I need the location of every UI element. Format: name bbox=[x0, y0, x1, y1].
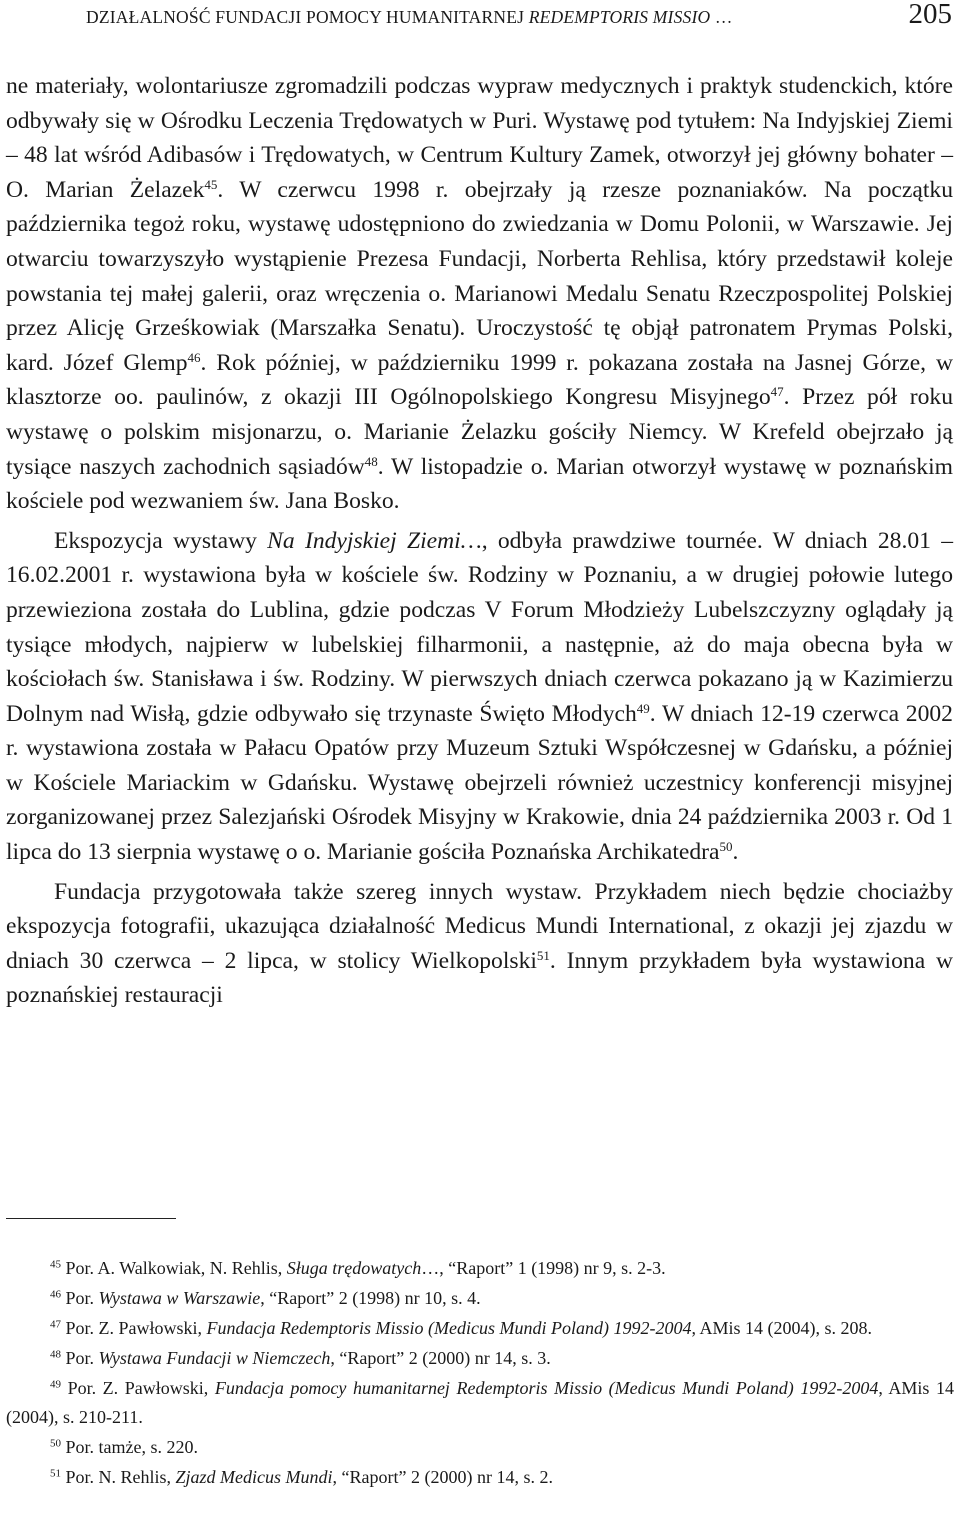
footnote-separator bbox=[6, 1218, 176, 1219]
body-text bbox=[6, 69, 953, 1013]
running-title bbox=[86, 3, 733, 28]
paragraph-2: Ekspozycja wystawy Na Indyjskiej Ziemi…, odbyła prawdziwe tournée. W dniach 28.01 – 16.02.2001 r. wystawiona była w kościele św. Rodziny w Poznaniu, a w drugiej połowie lutego przewieziona została do Lublina, gdzie podczas V Forum Młodzieży Lubelszczyzny oglądały ją tysiące młodych, najpierw w lubelskiej filharmonii, a następnie, aż do maja obecna była w kościołach św. Stanisława i św. Rodziny. W pierwszych dniach czerwca pokazano ją w Kazimierzu Dolnym nad Wisłą, gdzie odbywało się trzynaste Święto Młodych$^{49}$. W dniach 12-19 czerwca 2002 r. wystawiona została w Pałacu Opatów przy Muzeum Sztuki Współczesnej w Gdańsku, a później w Kościele Mariackim w Gdańsku. Wystawę obejrzeli również uczestnicy konferencji misyjnej zorganizowanej przez Salezjański Ośrodek Misyjny w Krakowie, dnia 24 października 2003 r. Od 1 lipca do 13 sierpnia wystawę o o. Marianie gościła Poznańska Archikatedra$^{50}$. bbox=[6, 527, 953, 866]
footnote-47: $^{47}$ Por. Z. Pawłowski, Fundacja Redemptoris Missio (Medicus Mundi Poland) 1992-2004, AMis 14 (2004), s. 208. bbox=[50, 1318, 872, 1338]
footnote-51: $^{51}$ Por. N. Rehlis, Zjazd Medicus Mundi, “Raport” 2 (2000) nr 14, s. 2. bbox=[50, 1467, 553, 1487]
running-title-text: DZIAŁALNOŚĆ FUNDACJI POMOCY HUMANITARNEJ bbox=[86, 7, 525, 27]
footnote-ref-48[interactable]: 48 bbox=[364, 453, 378, 469]
running-header bbox=[86, 0, 952, 34]
paragraph-3: Fundacja przygotowała także szereg innych wystaw. Przykładem niech będzie chociażby ekspozycja fotografii, ukazująca działalność Medicus Mundi International, z okazji jej zjazdu w dniach 30 czerwca – 2 lipca, w stolicy Wielkopolski$^{51}$. Innym przykładem była wystawiona w poznańskiej restauracji bbox=[6, 878, 953, 1009]
footnote-ref-50[interactable]: 50 bbox=[719, 839, 733, 855]
footnote-ref-46[interactable]: 46 bbox=[187, 349, 201, 365]
paragraph-1: ne materiały, wolontariusze zgromadzili podczas wypraw medycznych i praktyk studenckich, które odbywały się w Ośrodku Leczenia Trędowatych w Puri. Wystawę pod tytułem: Na Indyjskiej Ziemi – 48 lat wśród Adibasów i Trędowatych, w Centrum Kultury Zamek, otworzył jej główny bohater – O. Marian Żelazek$^{45}$. W czerwcu 1998 r. obejrzały ją rzesze poznaniaków. Na początku października tegoż roku, wystawę udostępniono do zwiedzania w Domu Polonii, w Warszawie. Jej otwarciu towarzyszyło wystąpienie Prezesa Fundacji, Norberta Rehlisa, który przedstawił koleje powstania tej małej galerii, oraz wręczenia o. Marianowi Medalu Senatu Rzeczpospolitej Polskiej przez Alicję Grześkowiak (Marszałka Senatu). Uroczystość tę objął patronatem Prymas Polski, kard. Józef Glemp$^{46}$. Rok później, w październiku 1999 r. pokazana została na Jasnej Górze, w klasztorze oo. paulinów, z okazji III Ogólnopolskiego Kongresu Misyjnego$^{47}$. Przez pół roku wystawę o polskim misjonarzu, o. Marianie Żelazku gościły Niemcy. W Krefeld obejrzało ją tysiące naszych zachodnich sąsiadów$^{48}$. W listopadzie o. Marian otworzył wystawę w poznańskim kościele pod wezwaniem św. Jana Bosko. bbox=[6, 73, 953, 515]
footnote-50: $^{50}$ Por. tamże, s. 220. bbox=[50, 1437, 198, 1457]
footnote-ref-49[interactable]: 49 bbox=[636, 700, 650, 716]
footnote-ref-45[interactable]: 45 bbox=[204, 176, 218, 192]
running-title-ellipsis: … bbox=[710, 7, 733, 27]
footnote-48: $^{48}$ Por. Wystawa Fundacji w Niemczech, “Raport” 2 (2000) nr 14, s. 3. bbox=[50, 1348, 551, 1368]
footnote-46: $^{46}$ Por. Wystawa w Warszawie, “Raport” 2 (1998) nr 10, s. 4. bbox=[50, 1288, 481, 1308]
footnote-ref-51[interactable]: 51 bbox=[536, 948, 550, 964]
footnotes bbox=[6, 1254, 954, 1493]
footnote-ref-47[interactable]: 47 bbox=[770, 384, 784, 400]
exhibition-title: Na Indyjskiej Ziemi… bbox=[267, 527, 482, 554]
footnote-45: $^{45}$ Por. A. Walkowiak, N. Rehlis, Sługa trędowatych…, “Raport” 1 (1998) nr 9, s. 2-3. bbox=[50, 1258, 666, 1278]
footnote-49: $^{49}$ Por. Z. Pawłowski, Fundacja pomocy humanitarnej Redemptoris Missio (Medicus Mundi Poland) 1992-2004, AMis 14 (2004), s. 210-211. bbox=[6, 1378, 954, 1427]
page-number: 205 bbox=[908, 0, 952, 30]
running-title-italic: REDEMPTORIS MISSIO bbox=[528, 7, 711, 27]
